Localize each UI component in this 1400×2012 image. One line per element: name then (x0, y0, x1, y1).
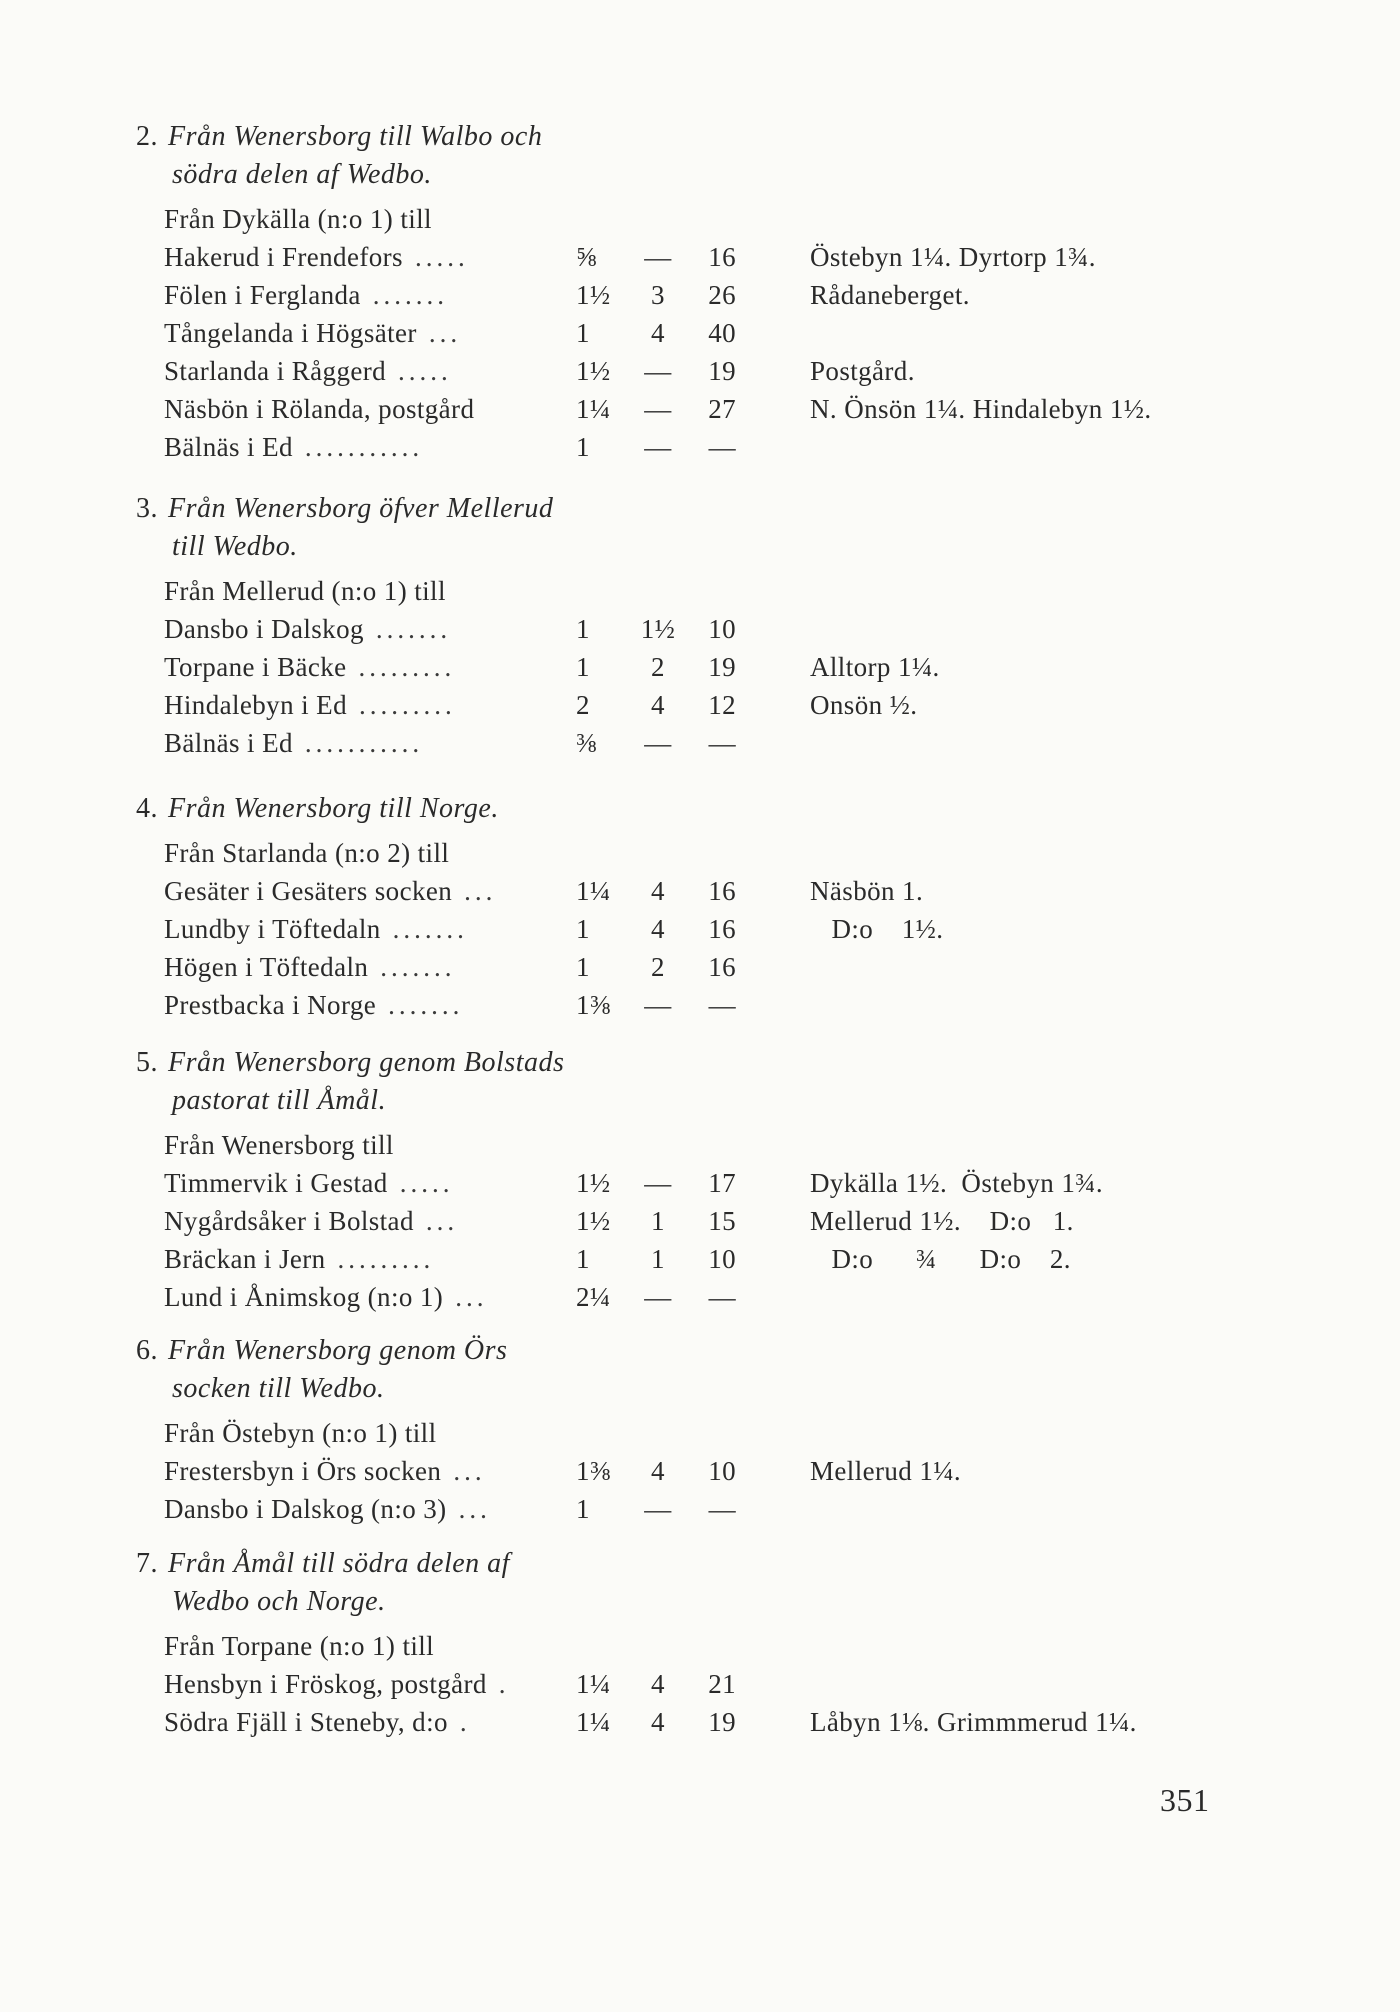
place-name: Dansbo i Dalskog (164, 614, 364, 644)
place-cell (164, 1164, 564, 1202)
distance-quarters: — (644, 990, 672, 1020)
distance-quarters: 4 (651, 318, 665, 348)
distance-units: — (708, 1494, 736, 1524)
distance-quarters: — (644, 728, 672, 758)
distance-units: — (708, 432, 736, 462)
stage-note: D:o ¾ D:o 2. (810, 1244, 1071, 1274)
distance-quarters: — (644, 1494, 672, 1524)
stage-note: Rådaneberget. (810, 280, 970, 310)
dot-leader: ........... (304, 728, 424, 758)
distance-quarters: 4 (651, 690, 665, 720)
place-cell (164, 686, 564, 724)
place-cell (164, 910, 564, 948)
distance-units: 17 (708, 1168, 736, 1198)
place-name: Tångelanda i Högsäter (164, 318, 417, 348)
distance-miles: 1⅜ (576, 990, 611, 1020)
distance-miles: 1½ (576, 1168, 611, 1198)
route-section (0, 1332, 1400, 1528)
distance-units: 16 (708, 876, 736, 906)
table-row (0, 276, 1400, 314)
place-name: Fölen i Ferglanda (164, 280, 361, 310)
distance-units: 19 (708, 356, 736, 386)
distance-quarters: 4 (651, 1707, 665, 1737)
place-cell (164, 724, 564, 762)
distance-units: 27 (708, 394, 736, 424)
table-row (0, 1164, 1400, 1202)
place-cell (164, 872, 564, 910)
distance-units: 15 (708, 1206, 736, 1236)
table-row (0, 352, 1400, 390)
distance-units: 16 (708, 952, 736, 982)
section-number: 6. (136, 1335, 158, 1366)
table-row (0, 872, 1400, 910)
section-title (136, 1545, 1400, 1621)
distance-miles: 1½ (576, 280, 611, 310)
stage-note: Alltorp 1¼. (810, 652, 940, 682)
table-row (0, 314, 1400, 352)
place-cell (164, 1202, 564, 1240)
distance-units: — (708, 1282, 736, 1312)
stage-note: Onsön ½. (810, 690, 918, 720)
place-cell (164, 986, 564, 1024)
distance-miles: 1¼ (576, 1707, 611, 1737)
dot-leader: ........... (304, 432, 424, 462)
distance-quarters: — (644, 432, 672, 462)
dot-leader: ....... (375, 614, 452, 644)
distance-miles: 1⅜ (576, 1456, 611, 1486)
distance-miles: ⅜ (576, 728, 597, 758)
place-cell (164, 1665, 564, 1703)
place-name: Nygårdsåker i Bolstad (164, 1206, 414, 1236)
stage-note: N. Önsön 1¼. Hindalebyn 1½. (810, 394, 1152, 424)
dot-leader: ..... (414, 242, 469, 272)
distance-units: 10 (708, 1456, 736, 1486)
stage-note: Låbyn 1⅛. Grimmmerud 1¼. (810, 1707, 1137, 1737)
section-number: 7. (136, 1548, 158, 1579)
table-row (0, 1240, 1400, 1278)
table-row (0, 1490, 1400, 1528)
stage-note: Mellerud 1½. D:o 1. (810, 1206, 1074, 1236)
distance-miles: 1½ (576, 1206, 611, 1236)
distance-units: 40 (708, 318, 736, 348)
table-row (0, 610, 1400, 648)
stage-note: Postgård. (810, 356, 915, 386)
section-title-line2: södra delen af Wedbo. (172, 159, 432, 190)
table-row (0, 1278, 1400, 1316)
place-cell (164, 1452, 564, 1490)
section-title-line1: Från Wenersborg till Walbo och (168, 121, 543, 152)
table-row (0, 910, 1400, 948)
place-name: Södra Fjäll i Steneby, d:o (164, 1707, 448, 1737)
table-row (0, 1452, 1400, 1490)
distance-miles: 1 (576, 318, 590, 348)
dot-leader: . (498, 1669, 510, 1699)
distance-miles: 1 (576, 652, 590, 682)
distance-miles: 1 (576, 1244, 590, 1274)
table-row (0, 390, 1400, 428)
distance-units: 26 (708, 280, 736, 310)
place-name: Dansbo i Dalskog (n:o 3) (164, 1494, 447, 1524)
place-name: Gesäter i Gesäters socken (164, 876, 453, 906)
distance-units: 16 (708, 914, 736, 944)
distance-miles: 1 (576, 1494, 590, 1524)
place-cell (164, 238, 564, 276)
distance-miles: 1½ (576, 356, 611, 386)
distance-quarters: 1 (651, 1244, 665, 1274)
place-name: Starlanda i Råggerd (164, 356, 387, 386)
place-name: Bälnäs i Ed (164, 432, 293, 462)
table-row (0, 238, 1400, 276)
place-cell (164, 648, 564, 686)
place-cell (164, 948, 564, 986)
stage-note: Mellerud 1¼. (810, 1456, 962, 1486)
dot-leader: ..... (399, 1168, 454, 1198)
place-cell (164, 428, 564, 466)
distance-miles: 1 (576, 614, 590, 644)
dot-leader: ....... (372, 280, 449, 310)
place-cell (164, 1703, 564, 1741)
table-row (0, 1665, 1400, 1703)
place-cell (164, 314, 564, 352)
distance-units: — (708, 990, 736, 1020)
distance-quarters: 1 (651, 1206, 665, 1236)
distance-quarters: 2 (651, 652, 665, 682)
route-section (0, 118, 1400, 466)
distance-quarters: — (644, 356, 672, 386)
section-number: 2. (136, 121, 158, 152)
route-section (0, 490, 1400, 762)
from-line: Från Torpane (n:o 1) till (164, 1631, 435, 1661)
distance-quarters: 4 (651, 1669, 665, 1699)
distance-units: 19 (708, 652, 736, 682)
from-line: Från Östebyn (n:o 1) till (164, 1418, 437, 1448)
stage-note: D:o 1½. (810, 914, 944, 944)
place-cell (164, 1490, 564, 1528)
distance-miles: 2 (576, 690, 590, 720)
dot-leader: ......... (358, 690, 456, 720)
table-row (0, 724, 1400, 762)
dot-leader: ... (428, 318, 462, 348)
place-name: Bälnäs i Ed (164, 728, 293, 758)
distance-miles: 1¼ (576, 876, 611, 906)
place-name: Lund i Ånimskog (n:o 1) (164, 1282, 444, 1312)
dot-leader: ... (464, 876, 497, 906)
distance-miles: 2¼ (576, 1282, 611, 1312)
distance-units: 16 (708, 242, 736, 272)
place-name: Torpane i Bäcke (164, 652, 347, 682)
dot-leader: . (459, 1707, 471, 1737)
place-cell (164, 276, 564, 314)
from-line: Från Wenersborg till (164, 1130, 394, 1160)
distance-units: 21 (708, 1669, 736, 1699)
place-name: Hindalebyn i Ed (164, 690, 347, 720)
distance-miles: 1 (576, 914, 590, 944)
section-title-line1: Från Wenersborg öfver Mellerud (168, 493, 554, 524)
distance-units: 19 (708, 1707, 736, 1737)
dot-leader: ......... (358, 652, 456, 682)
distance-units: 10 (708, 614, 736, 644)
distance-units: 12 (708, 690, 736, 720)
dot-leader: ... (458, 1494, 491, 1524)
dot-leader: ......... (337, 1244, 435, 1274)
table-row (0, 428, 1400, 466)
place-name: Näsbön i Rölanda, postgård (164, 394, 475, 424)
distance-units: — (708, 728, 736, 758)
section-number: 3. (136, 493, 158, 524)
dot-leader: ... (453, 1456, 486, 1486)
distance-quarters: 3 (651, 280, 665, 310)
place-cell (164, 610, 564, 648)
place-name: Timmervik i Gestad (164, 1168, 388, 1198)
dot-leader: ... (455, 1282, 488, 1312)
route-section (0, 1545, 1400, 1741)
section-title-line1: Från Wenersborg genom Bolstads (168, 1047, 565, 1078)
from-line: Från Mellerud (n:o 1) till (164, 576, 446, 606)
place-cell (164, 390, 564, 428)
stage-note: Dykälla 1½. Östebyn 1¾. (810, 1168, 1104, 1198)
place-name: Prestbacka i Norge (164, 990, 377, 1020)
place-name: Lundby i Töftedaln (164, 914, 381, 944)
distance-quarters: — (644, 1168, 672, 1198)
place-name: Hakerud i Frendefors (164, 242, 403, 272)
place-name: Högen i Töftedaln (164, 952, 369, 982)
section-title-line1: Från Wenersborg genom Örs (168, 1335, 508, 1366)
dot-leader: ....... (388, 990, 464, 1020)
place-name: Frestersbyn i Örs socken (164, 1456, 442, 1486)
distance-miles: 1 (576, 952, 590, 982)
distance-units: 10 (708, 1244, 736, 1274)
distance-quarters: 4 (651, 914, 665, 944)
table-row (0, 648, 1400, 686)
table-row (0, 986, 1400, 1024)
section-title (136, 1044, 1400, 1120)
section-title-line2: Wedbo och Norge. (172, 1586, 386, 1617)
place-name: Bräckan i Jern (164, 1244, 326, 1274)
section-title-line2: socken till Wedbo. (172, 1373, 385, 1404)
section-number: 4. (136, 793, 158, 824)
place-name: Hensbyn i Fröskog, postgård (164, 1669, 487, 1699)
dot-leader: ....... (392, 914, 468, 944)
distance-miles: ⅝ (576, 242, 597, 272)
section-title (136, 118, 1400, 194)
section-title-line1: Från Åmål till södra delen af (168, 1548, 510, 1579)
section-title (136, 490, 1400, 566)
dot-leader: ..... (398, 356, 452, 386)
distance-quarters: 4 (651, 1456, 665, 1486)
dot-leader: ....... (380, 952, 456, 982)
place-cell (164, 352, 564, 390)
section-title (136, 1332, 1400, 1408)
distance-miles: 1¼ (576, 394, 611, 424)
route-section (0, 1044, 1400, 1316)
distance-miles: 1¼ (576, 1669, 611, 1699)
table-row (0, 1703, 1400, 1741)
table-row (0, 948, 1400, 986)
distance-quarters: — (644, 242, 672, 272)
from-line: Från Dykälla (n:o 1) till (164, 204, 432, 234)
section-title-line2: pastorat till Åmål. (172, 1085, 387, 1116)
distance-quarters: — (644, 394, 672, 424)
section-title-line2: till Wedbo. (172, 531, 298, 562)
section-title-line1: Från Wenersborg till Norge. (168, 793, 499, 824)
route-section (0, 790, 1400, 1024)
from-line: Från Starlanda (n:o 2) till (164, 838, 450, 868)
dot-leader: ... (425, 1206, 459, 1236)
stage-note: Näsbön 1. (810, 876, 924, 906)
place-cell (164, 1278, 564, 1316)
distance-quarters: 4 (651, 876, 665, 906)
place-cell (164, 1240, 564, 1278)
section-number: 5. (136, 1047, 158, 1078)
distance-quarters: 1½ (640, 614, 676, 644)
stage-note: Östebyn 1¼. Dyrtorp 1¾. (810, 242, 1096, 272)
page-number: 351 (1160, 1782, 1210, 1818)
distance-miles: 1 (576, 432, 590, 462)
distance-quarters: 2 (651, 952, 665, 982)
table-row (0, 686, 1400, 724)
table-row (0, 1202, 1400, 1240)
section-title (136, 790, 1400, 828)
distance-quarters: — (644, 1282, 672, 1312)
